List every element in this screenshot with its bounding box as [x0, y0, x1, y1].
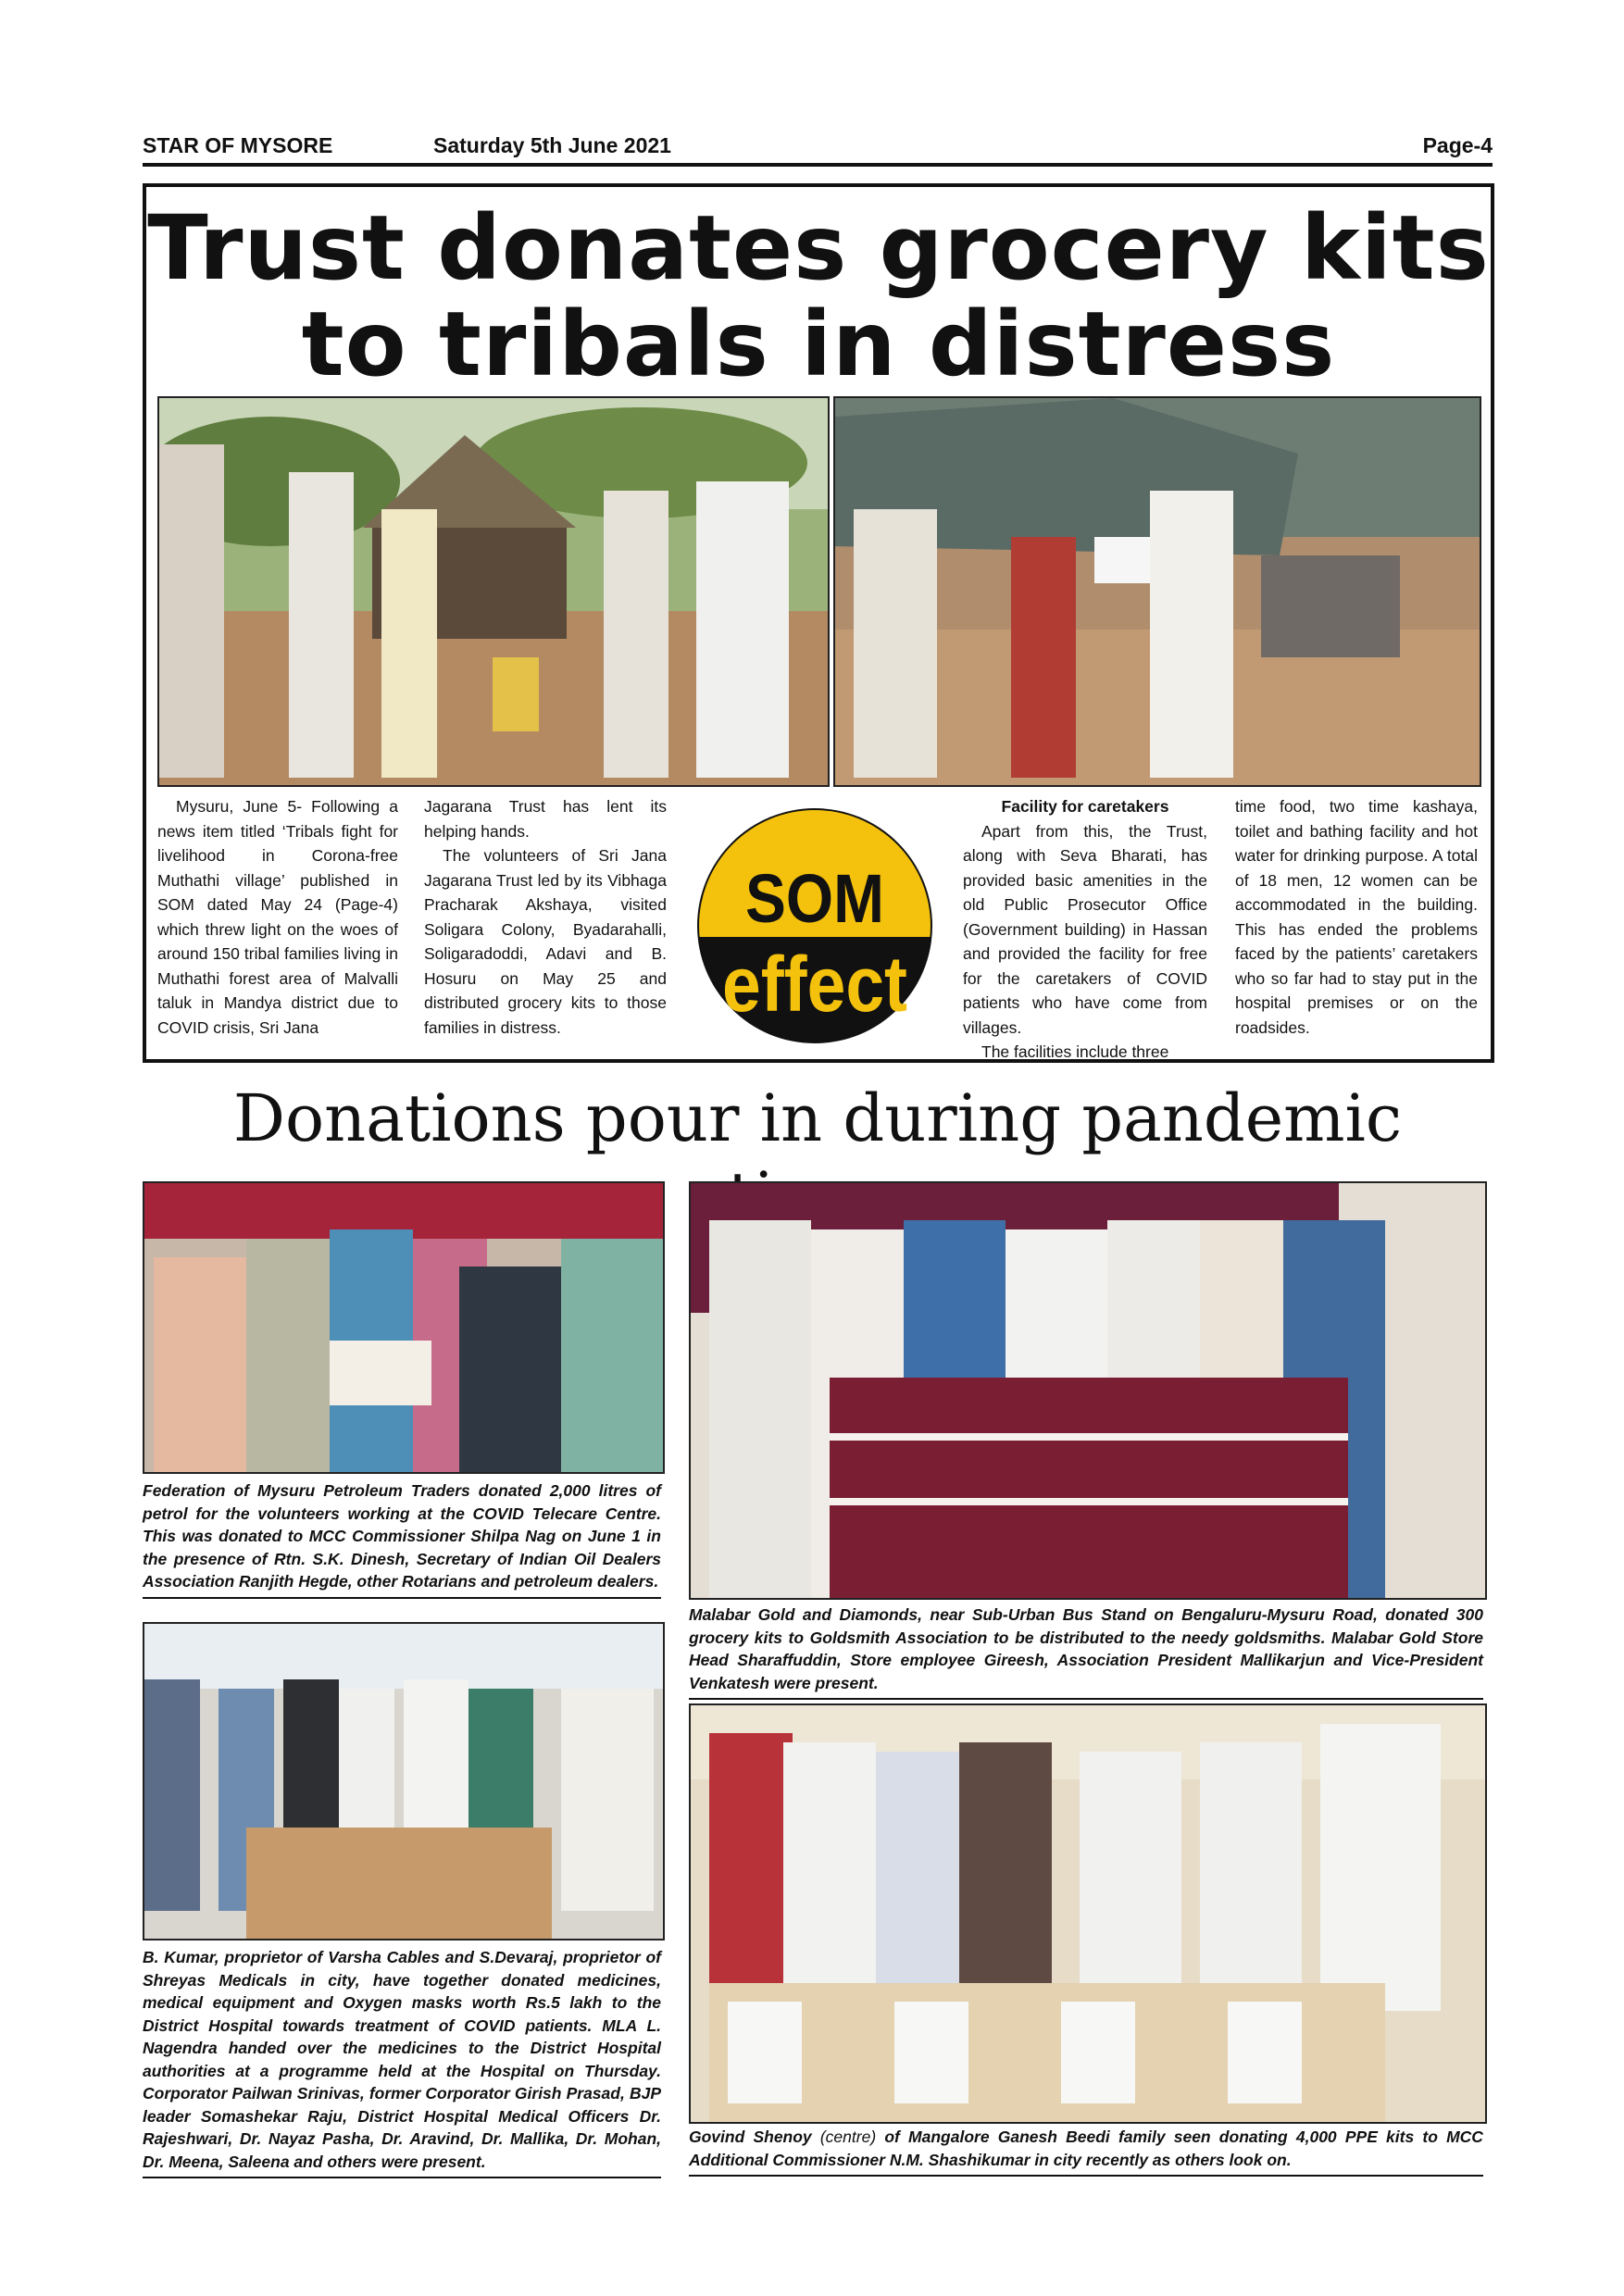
caption-malabar-gold: Malabar Gold and Diamonds, near Sub-Urban Bus Stand on Bengaluru-Mysuru Road, donated 300 grocery kits to Goldsmith Association to be distributed to the needy goldsmiths. Malabar Gold Store Head Sharaffuddin, Store employee Gireesh, Association President Mallikarjun and Vice-President Venkatesh were present.	[689, 1603, 1483, 1700]
lead-col-4	[1235, 794, 1478, 1040]
publication-name: STAR OF MYSORE	[143, 133, 333, 157]
issue-date: Saturday 5th June 2021	[433, 133, 671, 157]
photo-grocery-handover	[833, 396, 1481, 787]
lead-col-1	[157, 794, 398, 1040]
page-header	[143, 130, 1493, 167]
caption-4-centre: (centre)	[819, 2128, 877, 2146]
lead-col-3-text-b: The facilities include three	[981, 1042, 1169, 1061]
headline-line-2: to tribals in distress	[301, 293, 1336, 396]
caption-petroleum-traders: Federation of Mysuru Petroleum Traders donated 2,000 litres of petrol for the volunteers working at the COVID Telecare Centre. This was donated to MCC Commissioner Shilpa Nag on June 1 in the presence of Rtn. S.K. Dinesh, Secretary of Indian Oil Dealers Association Ranjith Hegde, other Rotarians and petroleum dealers.	[143, 1479, 661, 1599]
photo-malabar-gold	[689, 1181, 1487, 1600]
lead-col-2	[424, 794, 667, 1040]
photo-district-hospital	[143, 1622, 665, 1940]
photo-tribals-hut	[157, 396, 830, 787]
page-number: Page-4	[1422, 133, 1493, 157]
lead-col-3-heading: Facility for caretakers	[1001, 797, 1169, 816]
lead-col-3-text-a: Apart from this, the Trust, along with Seva Bharati, has provided basic amenities in the old Public Prosecutor Office (Government building) in Hassan and provided the facility for free for the caretakers of COVID patients who have come from villages.	[963, 821, 1207, 1037]
caption-4-text: of Mangalore Ganesh Beedi family seen donating 4,000 PPE kits to MCC Additional Commissioner N.M. Shashikumar in city recently as others look on.	[689, 2128, 1483, 2169]
lead-col-4-text: time food, two time kashaya, toilet and bathing facility and hot water for drinking purpose. A total of 18 men, 12 women can be accommodated in the building. This has ended the problems faced by the patients’ caretakers who so far had to stay put in the hospital premises or on the roadsides.	[1235, 797, 1478, 1037]
lead-col-3	[963, 794, 1207, 1065]
lead-headline	[146, 196, 1491, 396]
caption-ganesh-beedi	[689, 2126, 1483, 2177]
photo-ganesh-beedi	[689, 1703, 1487, 2124]
caption-4-name: Govind Shenoy	[689, 2128, 812, 2146]
headline-line-1: Trust donates grocery kits	[147, 196, 1490, 300]
photo-petroleum-traders	[143, 1181, 665, 1474]
section-title: Donations pour in during pandemic	[232, 1080, 1403, 1156]
som-effect-logo	[694, 805, 935, 1046]
logo-text-effect: effect	[722, 941, 907, 1028]
lead-col-1-text: Mysuru, June 5- Following a news item titled ‘Tribals fight for livelihood in Corona-free Muthathi village’ published in SOM dated May 24 (Page-4) which threw light on the woes of around 150 tribal families living in Muthathi forest area of Malvalli taluk in Mandya district due to COVID crisis, Sri Jana	[157, 797, 398, 1037]
lead-col-2-text-a: Jagarana Trust has lent its helping hands.	[424, 797, 667, 841]
lead-col-2-text-b: The volunteers of Sri Jana Jagarana Trust led by its Vibhaga Pracharak Akshaya, visited Soligara Colony, Byadarahalli, Soligaradoddi, Adavi and B. Hosuru on May 25 and distributed grocery kits to those families in distress.	[424, 846, 667, 1037]
caption-district-hospital: B. Kumar, proprietor of Varsha Cables and S.Devaraj, proprietor of Shreyas Medicals in city, have together donated medicines, medical equipment and Oxygen masks worth Rs.5 lakh to the District Hospital towards treatment of COVID patients. MLA L. Nagendra handed over the medicines to the District Hospital authorities at a programme held at the Hospital on Thursday. Corporator Pailwan Srinivas, former Corporator Girish Prasad, BJP leader Somashekar Raju, District Hospital Medical Officers Dr. Rajeshwari, Dr. Nayaz Pasha, Dr. Aravind, Dr. Mallika, Dr. Mohan, Dr. Meena, Saleena and others were present.	[143, 1946, 661, 2178]
logo-text-som: SOM	[745, 860, 884, 937]
